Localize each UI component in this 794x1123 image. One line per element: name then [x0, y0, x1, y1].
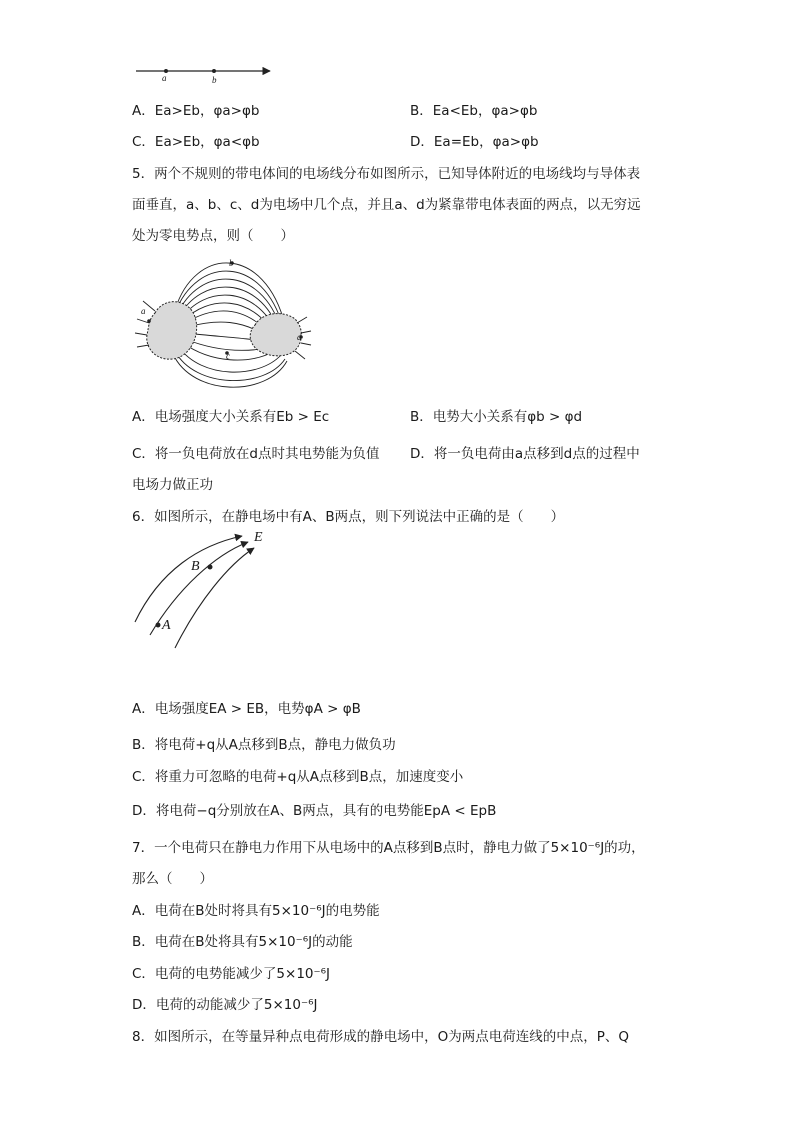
q8-stem-line1: 8．如图所示，在等量异种点电荷形成的静电场中，O为两点电荷连线的中点，P、Q [132, 1029, 629, 1045]
q4-option-b[interactable]: B．Ea<Eb，φa>φb [410, 103, 538, 119]
q5-stem-line3: 处为零电势点，则（ ） [132, 228, 294, 244]
q6-field-lines-figure [130, 530, 270, 655]
q5-option-d-line2[interactable]: 电场力做正功 [132, 477, 213, 493]
q7-option-d[interactable]: D．电荷的动能减少了5×10⁻⁶J [132, 997, 318, 1013]
q6-option-d[interactable]: D．将电荷−q分别放在A、B两点，具有的电势能EpA < EpB [132, 803, 497, 819]
q4-option-d[interactable]: D．Ea=Eb，φa>φb [410, 134, 539, 150]
right-charged-body [250, 314, 301, 356]
top-figure-label-a: a [162, 73, 167, 83]
q6-option-c[interactable]: C．将重力可忽略的电荷+q从A点移到B点，加速度变小 [132, 769, 464, 785]
q6-figure-label-e: E [254, 530, 263, 545]
q6-option-b[interactable]: B．将电荷+q从A点移到B点，静电力做负功 [132, 737, 396, 753]
q6-figure-label-a: A [162, 618, 171, 633]
q5-stem-line1: 5．两个不规则的带电体间的电场线分布如图所示，已知导体附近的电场线均与导体表 [132, 166, 641, 182]
q5-option-a[interactable]: A．电场强度大小关系有Eb > Ec [132, 409, 330, 425]
q7-stem-line1: 7．一个电荷只在静电力作用下从电场中的A点移到B点时，静电力做了5×10⁻⁶J的功， [132, 840, 645, 856]
q6-point-a-dot [156, 623, 161, 628]
q7-stem-line2: 那么（ ） [132, 871, 213, 887]
q5-option-b[interactable]: B．电势大小关系有φb > φd [410, 409, 583, 425]
q5-option-c[interactable]: C．将一负电荷放在d点时其电势能为负值 [132, 446, 380, 462]
q7-option-b[interactable]: B．电荷在B处将具有5×10⁻⁶J的动能 [132, 934, 353, 950]
q5-figure-label-c: c [226, 351, 230, 361]
q6-stem: 6．如图所示，在静电场中有A、B两点，则下列说法中正确的是（ ） [132, 509, 565, 525]
q5-figure-label-b: b [229, 258, 234, 268]
point-b-dot [212, 69, 216, 73]
q6-figure-label-b: B [191, 559, 200, 574]
q7-option-a[interactable]: A．电荷在B处时将具有5×10⁻⁶J的电势能 [132, 903, 380, 919]
top-figure-label-b: b [212, 75, 217, 85]
q4-option-c[interactable]: C．Ea>Eb，φa<φb [132, 134, 260, 150]
q6-point-b-dot [208, 565, 213, 570]
q6-option-a[interactable]: A．电场强度EA > EB，电势φA > φB [132, 701, 361, 717]
top-line-figure [130, 58, 280, 88]
q5-option-d-line1[interactable]: D．将一负电荷由a点移到d点的过程中 [410, 446, 640, 462]
q4-option-a[interactable]: A．Ea>Eb，φa>φb [132, 103, 260, 119]
q7-option-c[interactable]: C．电荷的电势能减少了5×10⁻⁶J [132, 966, 331, 982]
q5-stem-line2: 面垂直，a、b、c、d为电场中几个点，并且a、d为紧靠带电体表面的两点，以无穷远 [132, 197, 641, 213]
q5-figure-label-d: d [297, 332, 302, 342]
q5-figure-label-a: a [141, 306, 146, 316]
q5-field-lines-figure [135, 255, 325, 385]
